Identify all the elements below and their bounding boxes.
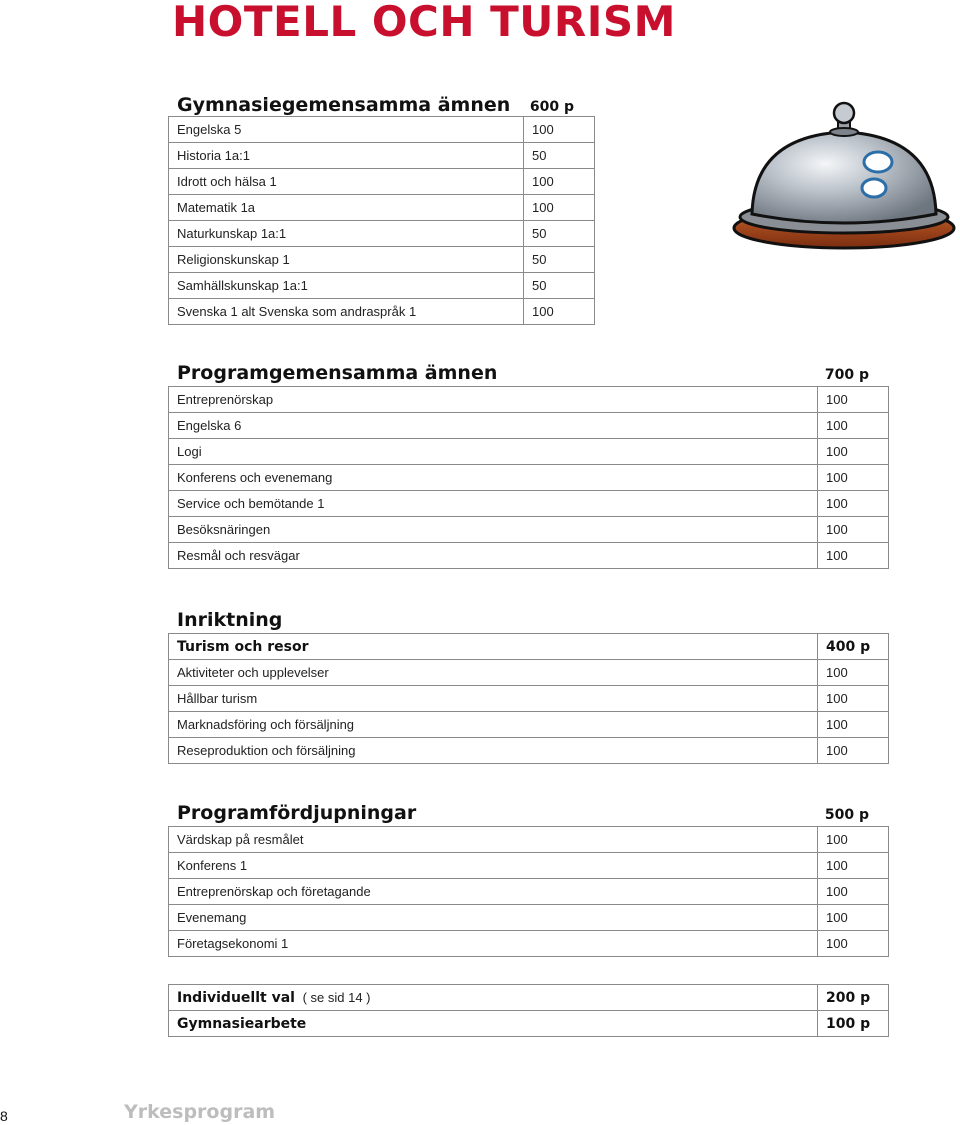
course-name: Naturkunskap 1a:1 [169, 221, 524, 247]
course-table [168, 633, 889, 764]
course-name: Samhällskunskap 1a:1 [169, 273, 524, 299]
course-name: Konferens 1 [169, 853, 818, 879]
gymnasiearbete-points: 100 p [818, 1011, 889, 1037]
course-points: 50 [524, 273, 595, 299]
section-points: 600 p [529, 99, 574, 115]
course-table [168, 386, 889, 569]
course-points: 100 [818, 905, 889, 931]
table-row [169, 712, 889, 738]
course-name: Service och bemötande 1 [169, 491, 818, 517]
course-points: 100 [524, 117, 595, 143]
section-heading: Programfördjupningar [177, 802, 417, 824]
course-points: 100 [818, 738, 889, 764]
individuellt-cell [169, 985, 818, 1011]
table-row [169, 195, 595, 221]
course-table [168, 116, 595, 325]
table-row [169, 221, 595, 247]
table-row [169, 413, 889, 439]
table-row [169, 517, 889, 543]
section-heading: Programgemensamma ämnen [177, 362, 498, 384]
table-row [169, 634, 889, 660]
table-row [169, 905, 889, 931]
course-name: Religionskunskap 1 [169, 247, 524, 273]
section-extra [168, 984, 889, 1037]
table-row [169, 491, 889, 517]
table-row [169, 273, 595, 299]
course-points: 100 [818, 931, 889, 957]
course-points: 100 [818, 543, 889, 569]
table-row [169, 985, 889, 1011]
course-points: 100 [818, 879, 889, 905]
course-points: 100 [818, 387, 889, 413]
course-name: Besöksnäringen [169, 517, 818, 543]
gymnasiearbete-label: Gymnasiearbete [169, 1011, 818, 1037]
section-points: 500 p [824, 807, 869, 823]
course-points: 100 [818, 465, 889, 491]
course-points: 100 [818, 660, 889, 686]
course-table [168, 826, 889, 957]
course-points: 100 [524, 195, 595, 221]
course-name: Hållbar turism [169, 686, 818, 712]
course-name: Företagsekonomi 1 [169, 931, 818, 957]
course-name: Evenemang [169, 905, 818, 931]
course-name: Engelska 5 [169, 117, 524, 143]
individuellt-points: 200 p [818, 985, 889, 1011]
extra-table [168, 984, 889, 1037]
table-row [169, 879, 889, 905]
page-number: 8 [0, 1108, 8, 1124]
subheading-cell: Turism och resor [169, 634, 818, 660]
course-points: 100 [524, 299, 595, 325]
table-row [169, 465, 889, 491]
section-heading: Inriktning [177, 609, 283, 631]
course-points: 50 [524, 247, 595, 273]
table-row [169, 738, 889, 764]
service-bell-icon [730, 100, 958, 260]
table-row [169, 686, 889, 712]
table-row [169, 387, 889, 413]
course-points: 50 [524, 143, 595, 169]
table-row [169, 299, 595, 325]
subheading-points: 400 p [818, 634, 889, 660]
course-name: Logi [169, 439, 818, 465]
course-name: Entreprenörskap [169, 387, 818, 413]
course-points: 100 [818, 853, 889, 879]
course-points: 100 [818, 439, 889, 465]
table-row [169, 853, 889, 879]
table-row [169, 1011, 889, 1037]
course-name: Värdskap på resmålet [169, 827, 818, 853]
table-row [169, 931, 889, 957]
individuellt-note: ( se sid 14 ) [302, 989, 371, 1005]
course-points: 100 [818, 712, 889, 738]
table-row [169, 117, 595, 143]
course-name: Entreprenörskap och företagande [169, 879, 818, 905]
course-name: Idrott och hälsa 1 [169, 169, 524, 195]
course-points: 100 [818, 686, 889, 712]
individuellt-label: Individuellt val [177, 989, 295, 1006]
section-heading: Gymnasiegemensamma ämnen [177, 94, 511, 116]
table-row [169, 543, 889, 569]
footer-label: Yrkesprogram [124, 1101, 276, 1123]
course-points: 100 [818, 827, 889, 853]
course-points: 50 [524, 221, 595, 247]
course-name: Reseproduktion och försäljning [169, 738, 818, 764]
section-points: 700 p [824, 367, 869, 383]
table-row [169, 439, 889, 465]
course-name: Konferens och evenemang [169, 465, 818, 491]
table-row [169, 827, 889, 853]
table-row [169, 660, 889, 686]
section-programgemensamma [168, 356, 889, 569]
course-name: Matematik 1a [169, 195, 524, 221]
table-row [169, 247, 595, 273]
course-points: 100 [818, 413, 889, 439]
course-name: Marknadsföring och försäljning [169, 712, 818, 738]
course-points: 100 [818, 491, 889, 517]
course-name: Resmål och resvägar [169, 543, 818, 569]
course-name: Engelska 6 [169, 413, 818, 439]
table-row [169, 143, 595, 169]
section-programfordjupningar [168, 796, 889, 957]
course-points: 100 [524, 169, 595, 195]
course-name: Historia 1a:1 [169, 143, 524, 169]
section-inriktning [168, 603, 889, 764]
section-gymnasiegemensamma [168, 88, 595, 325]
course-points: 100 [818, 517, 889, 543]
course-name: Aktiviteter och upplevelser [169, 660, 818, 686]
page-title: HOTELL OCH TURISM [172, 0, 676, 46]
table-row [169, 169, 595, 195]
course-name: Svenska 1 alt Svenska som andraspråk 1 [169, 299, 524, 325]
